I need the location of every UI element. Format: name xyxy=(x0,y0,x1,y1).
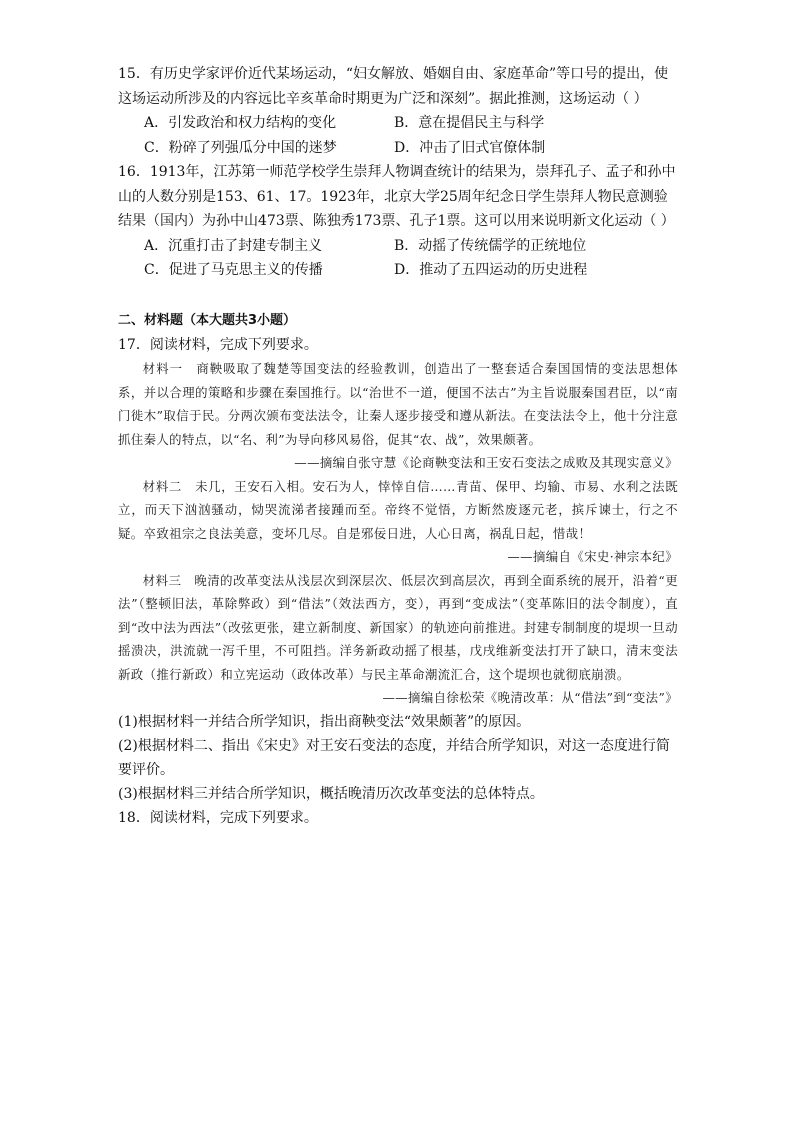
section-2-title: 二、材料题（本大题共3小题） xyxy=(118,312,297,328)
question-17-sub-3: (3)根据材料三并结合所学知识，概括晚清历次改革变法的总体特点。 xyxy=(118,785,544,802)
material-2-source: ——摘编自《宋史·神宗本纪》 xyxy=(507,549,678,564)
q15-option-d: D．冲击了旧式官僚体制 xyxy=(394,139,546,156)
material-3-source: ——摘编自徐松荣《晚清改革：从“借法”到“变法”》 xyxy=(382,690,678,705)
q16-option-a: A．沉重打击了封建专制主义 xyxy=(144,237,323,254)
q15-option-b: B．意在提倡民主与科学 xyxy=(394,115,545,131)
material-1: 材料一 商鞅吸取了魏楚等国变法的经验教训，创造出了一整套适合秦国国情的变法思想体系，并以合理的策略和步骤在秦国推行。以“治世不一道，便国不法古”为主旨说服秦国君臣，以“南门徙木”取信于民。分两次颁布变法法令，让秦人逐步接受和遵从新法。在变法法令上，他十分注意抓住秦人的特点，以“名、利”为导向移风易俗，促其“农、战”，效果颇著。 xyxy=(118,361,678,447)
question-18-intro: 18．阅读材料，完成下列要求。 xyxy=(118,809,318,826)
question-17-intro: 17．阅读材料，完成下列要求。 xyxy=(118,336,318,353)
question-15-stem: 15．有历史学家评价近代某场运动，“妇女解放、婚姻自由、家庭革命”等口号的提出，使这场运动所涉及的内容远比辛亥革命时期更为广泛和深刻”。据此推测，这场运动（ ） xyxy=(118,66,669,107)
question-17-sub-2: (2)根据材料二、指出《宋史》对王安石变法的态度，并结合所学知识，对这一态度进行简要评价。 xyxy=(118,737,670,778)
q16-option-c: C．促进了马克思主义的传播 xyxy=(144,262,323,278)
material-2: 材料二 未几，王安石入相。安石为人，悻悻自信……青苗、保甲、均输、市易、水利之法既立，而天下汹汹骚动，恸哭流涕者接踵而至。帝终不觉悟，方断然废逐元老，摈斥谏士，行之不疑。卒致祖宗之良法美意，变坏几尽。自是邪佞日进，人心日离，祸乱日起，惜哉！ xyxy=(118,478,678,541)
q16-option-d: D．推动了五四运动的历史进程 xyxy=(394,262,588,278)
question-15-options xyxy=(118,111,678,160)
question-16-options xyxy=(118,234,678,283)
material-1-source: ——摘编自张守慧《论商鞅变法和王安石变法之成败及其现实意义》 xyxy=(294,455,678,470)
question-17-sub-1: (1)根据材料一并结合所学知识，指出商鞅变法“效果颇著”的原因。 xyxy=(118,713,531,730)
exam-page xyxy=(118,62,678,830)
question-16-stem: 16．1913年，江苏第一师范学校学生崇拜人物调查统计的结果为，崇拜孔子、孟子和孙中山的人数分别是153、61、17。1923年，北京大学25周年纪念日学生崇拜人物民意测验结果（国内）为孙中山473票、陈独秀173票、孔子1票。这可以用来说明新文化运动（ ） xyxy=(118,164,676,229)
question-17-materials xyxy=(118,357,678,710)
q16-option-b: B．动摇了传统儒学的正统地位 xyxy=(394,237,587,254)
material-3: 材料三 晚清的改革变法从浅层次到深层次、低层次到高层次，再到全面系统的展开，沿着“更法”（整顿旧法，革除弊政）到“借法”（效法西方，变），再到“变成法”（变革陈旧的法令制度），直到“改中法为西法”（改弦更张，建立新制度、新国家）的轨迹向前推进。封建专制制度的堤坝一旦动摇溃决，洪流就一泻千里，不可阻挡。洋务新政动摇了根基，戊戌维新变法打开了缺口，清末变法新政（推行新政）和立宪运动（政体改革）与民主革命潮流汇合，这个堤坝也就彻底崩溃。 xyxy=(118,572,678,682)
q15-option-a: A．引发政治和权力结构的变化 xyxy=(144,115,337,131)
q15-option-c: C．粉碎了列强瓜分中国的迷梦 xyxy=(144,139,337,156)
